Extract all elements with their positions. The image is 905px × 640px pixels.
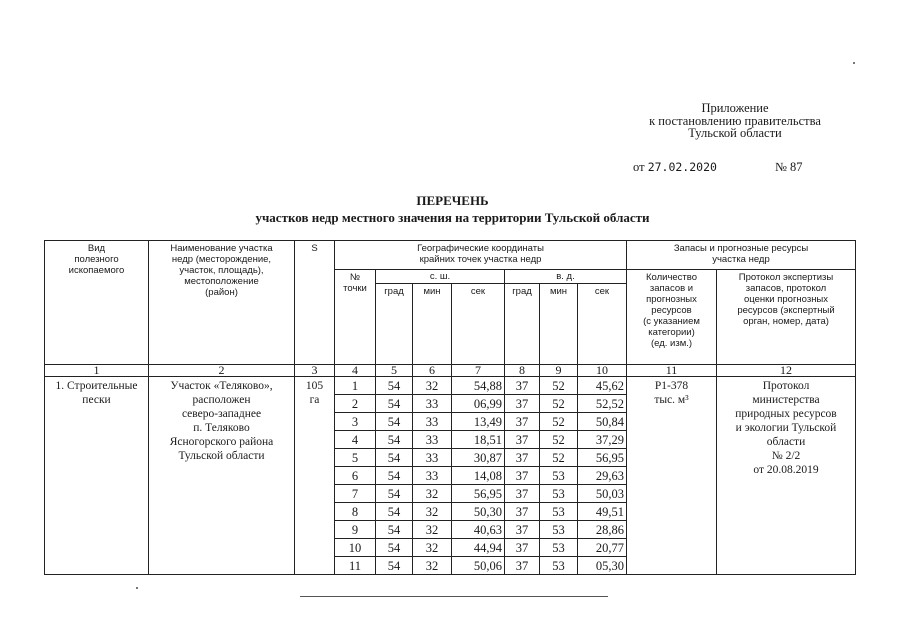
decree-date: [633, 160, 717, 175]
point-number: 10: [335, 539, 376, 557]
lon-sec: 49,51: [578, 503, 627, 521]
decree-date-prefix: от: [633, 160, 645, 174]
lat-min: 33: [413, 431, 452, 449]
lat-deg: 54: [376, 557, 413, 575]
cell-line: Протокол экспертизы: [738, 272, 834, 283]
cell-line: тыс. м³: [654, 394, 689, 406]
cell-line: Ясногорского района: [169, 436, 274, 448]
lat-deg: 54: [376, 449, 413, 467]
lat-sec: 44,94: [452, 539, 505, 557]
lat-deg: 54: [376, 521, 413, 539]
cell-line: местоположение: [184, 276, 259, 287]
coordinate-row: [45, 377, 856, 395]
header-lat-sec: сек: [452, 284, 505, 365]
cell-line: категории): [648, 327, 695, 338]
lat-min: 32: [413, 485, 452, 503]
header-lat-min: мин: [413, 284, 452, 365]
lon-sec: 20,77: [578, 539, 627, 557]
cell-line: запасов и: [649, 283, 694, 294]
column-number: 9: [540, 365, 578, 377]
cell-line: Тульской области: [178, 450, 265, 462]
lon-deg: 37: [505, 449, 540, 467]
lon-deg: 37: [505, 539, 540, 557]
column-number: 1: [45, 365, 149, 377]
cell-line: участка недр: [712, 254, 770, 265]
cell-line: и экологии Тульской: [735, 422, 837, 434]
appendix-line-1: Приложение: [701, 101, 769, 115]
column-number: 8: [505, 365, 540, 377]
lon-min: 52: [540, 377, 578, 395]
cell-line: недр (месторождение,: [171, 254, 272, 265]
lat-deg: 54: [376, 413, 413, 431]
column-number: 6: [413, 365, 452, 377]
cell-line: полезного: [74, 254, 119, 265]
header-point-no: [335, 270, 376, 365]
cell-area: [295, 377, 335, 575]
appendix-heading: [615, 102, 855, 140]
cell-line: (ед. изм.): [650, 338, 693, 349]
lat-sec: 50,06: [452, 557, 505, 575]
lat-deg: 54: [376, 503, 413, 521]
point-number: 3: [335, 413, 376, 431]
header-mineral-type: [45, 241, 149, 365]
lon-deg: 37: [505, 485, 540, 503]
lon-deg: 37: [505, 395, 540, 413]
cell-line: орган, номер, дата): [743, 316, 829, 327]
cell-line: п. Теляково: [193, 422, 250, 434]
lat-sec: 13,49: [452, 413, 505, 431]
column-number: 5: [376, 365, 413, 377]
cell-line: точки: [343, 283, 367, 294]
cell-line: крайних точек участка недр: [419, 254, 542, 265]
header-plot-name: [149, 241, 295, 365]
cell-line: Наименование участка: [170, 243, 273, 254]
document-title: ПЕРЕЧЕНЬ: [416, 193, 489, 208]
lon-deg: 37: [505, 413, 540, 431]
cell-line: 105: [305, 380, 324, 392]
cell-line: Участок «Теляково»,: [170, 380, 273, 392]
header-lon-min: мин: [540, 284, 578, 365]
lon-deg: 37: [505, 467, 540, 485]
document-subtitle: участков недр местного значения на территории Тульской области: [255, 210, 650, 225]
lon-min: 52: [540, 431, 578, 449]
lat-min: 33: [413, 413, 452, 431]
lat-sec: 50,30: [452, 503, 505, 521]
lon-sec: 29,63: [578, 467, 627, 485]
lon-min: 53: [540, 503, 578, 521]
cell-line: №: [349, 272, 361, 283]
footer-divider: [300, 596, 608, 597]
lon-deg: 37: [505, 521, 540, 539]
lon-sec: 52,52: [578, 395, 627, 413]
column-number: 2: [149, 365, 295, 377]
cell-line: (с указанием: [643, 316, 700, 327]
cell-line: от 20.08.2019: [753, 464, 819, 476]
cell-line: ископаемого: [68, 265, 125, 276]
lon-sec: 28,86: [578, 521, 627, 539]
cell-line: области: [766, 436, 806, 448]
lat-min: 32: [413, 377, 452, 395]
point-number: 2: [335, 395, 376, 413]
lon-min: 53: [540, 521, 578, 539]
lon-min: 53: [540, 467, 578, 485]
lat-deg: 54: [376, 431, 413, 449]
header-quantity: [627, 270, 717, 365]
lat-min: 32: [413, 539, 452, 557]
decree-number: № 87: [775, 160, 803, 174]
cell-line: P1-378: [654, 380, 689, 392]
decree-date-value: 27.02.2020: [647, 160, 717, 174]
cell-line: запасов, протокол: [745, 283, 827, 294]
header-reserves: [627, 241, 856, 270]
point-number: 9: [335, 521, 376, 539]
lat-min: 33: [413, 467, 452, 485]
point-number: 6: [335, 467, 376, 485]
cell-line: Географические координаты: [417, 243, 544, 254]
lon-min: 53: [540, 557, 578, 575]
appendix-line-3: Тульской области: [688, 126, 782, 140]
cell-line: пески: [82, 394, 111, 406]
cell-quantity: [627, 377, 717, 575]
header-area: S: [295, 241, 335, 365]
lat-sec: 14,08: [452, 467, 505, 485]
cell-line: (район): [205, 287, 238, 298]
header-lat-deg: град: [376, 284, 413, 365]
lat-min: 32: [413, 557, 452, 575]
cell-plot-name: [149, 377, 295, 575]
column-number: 3: [295, 365, 335, 377]
lat-sec: 06,99: [452, 395, 505, 413]
column-number: 11: [627, 365, 717, 377]
lon-deg: 37: [505, 557, 540, 575]
lat-min: 32: [413, 521, 452, 539]
lat-deg: 54: [376, 485, 413, 503]
column-number: 12: [717, 365, 856, 377]
lat-deg: 54: [376, 377, 413, 395]
cell-line: 1. Строительные: [55, 380, 138, 392]
header-row-1: [45, 241, 856, 270]
lat-min: 33: [413, 449, 452, 467]
lat-deg: 54: [376, 467, 413, 485]
point-number: 5: [335, 449, 376, 467]
header-lon-sec: сек: [578, 284, 627, 365]
column-number: 4: [335, 365, 376, 377]
column-number-row: [45, 365, 856, 377]
header-geo-coords: [335, 241, 627, 270]
lat-min: 33: [413, 395, 452, 413]
lat-sec: 40,63: [452, 521, 505, 539]
scan-speck: [136, 587, 138, 589]
lat-sec: 30,87: [452, 449, 505, 467]
lon-sec: 56,95: [578, 449, 627, 467]
cell-line: расположен: [192, 394, 251, 406]
lat-sec: 56,95: [452, 485, 505, 503]
cell-mineral-type: [45, 377, 149, 575]
appendix-line-2: к постановлению правительства: [649, 113, 821, 128]
point-number: 11: [335, 557, 376, 575]
lat-sec: 18,51: [452, 431, 505, 449]
cell-line: министерства: [752, 394, 820, 406]
column-number: 7: [452, 365, 505, 377]
cell-line: северо-западнее: [181, 408, 262, 420]
lon-deg: 37: [505, 431, 540, 449]
cell-line: Вид: [87, 243, 106, 254]
point-number: 8: [335, 503, 376, 521]
cell-line: Количество: [645, 272, 698, 283]
cell-protocol: [717, 377, 856, 575]
header-north-latitude: с. ш.: [376, 270, 505, 284]
header-east-longitude: в. д.: [505, 270, 627, 284]
cell-line: Протокол: [762, 380, 810, 392]
lon-deg: 37: [505, 377, 540, 395]
header-protocol: [717, 270, 856, 365]
lon-sec: 05,30: [578, 557, 627, 575]
cell-line: ресурсов: [651, 305, 692, 316]
cell-line: прогнозных: [646, 294, 697, 305]
lon-deg: 37: [505, 503, 540, 521]
lon-sec: 37,29: [578, 431, 627, 449]
point-number: 1: [335, 377, 376, 395]
lon-sec: 50,03: [578, 485, 627, 503]
cell-line: Запасы и прогнозные ресурсы: [673, 243, 809, 254]
cell-line: № 2/2: [771, 450, 801, 462]
lat-min: 32: [413, 503, 452, 521]
lon-min: 53: [540, 539, 578, 557]
lat-deg: 54: [376, 539, 413, 557]
lon-sec: 50,84: [578, 413, 627, 431]
lon-sec: 45,62: [578, 377, 627, 395]
lon-min: 52: [540, 395, 578, 413]
cell-line: ресурсов (экспертный: [737, 305, 835, 316]
cell-line: га: [309, 394, 320, 406]
lat-deg: 54: [376, 395, 413, 413]
lon-min: 52: [540, 413, 578, 431]
header-lon-deg: град: [505, 284, 540, 365]
lon-min: 52: [540, 449, 578, 467]
lat-sec: 54,88: [452, 377, 505, 395]
point-number: 7: [335, 485, 376, 503]
plots-table: [44, 240, 856, 575]
lon-min: 53: [540, 485, 578, 503]
column-number: 10: [578, 365, 627, 377]
point-number: 4: [335, 431, 376, 449]
cell-line: участок, площадь),: [179, 265, 264, 276]
scan-speck: [853, 62, 855, 64]
cell-line: природных ресурсов: [735, 408, 837, 420]
cell-line: оценки прогнозных: [743, 294, 829, 305]
